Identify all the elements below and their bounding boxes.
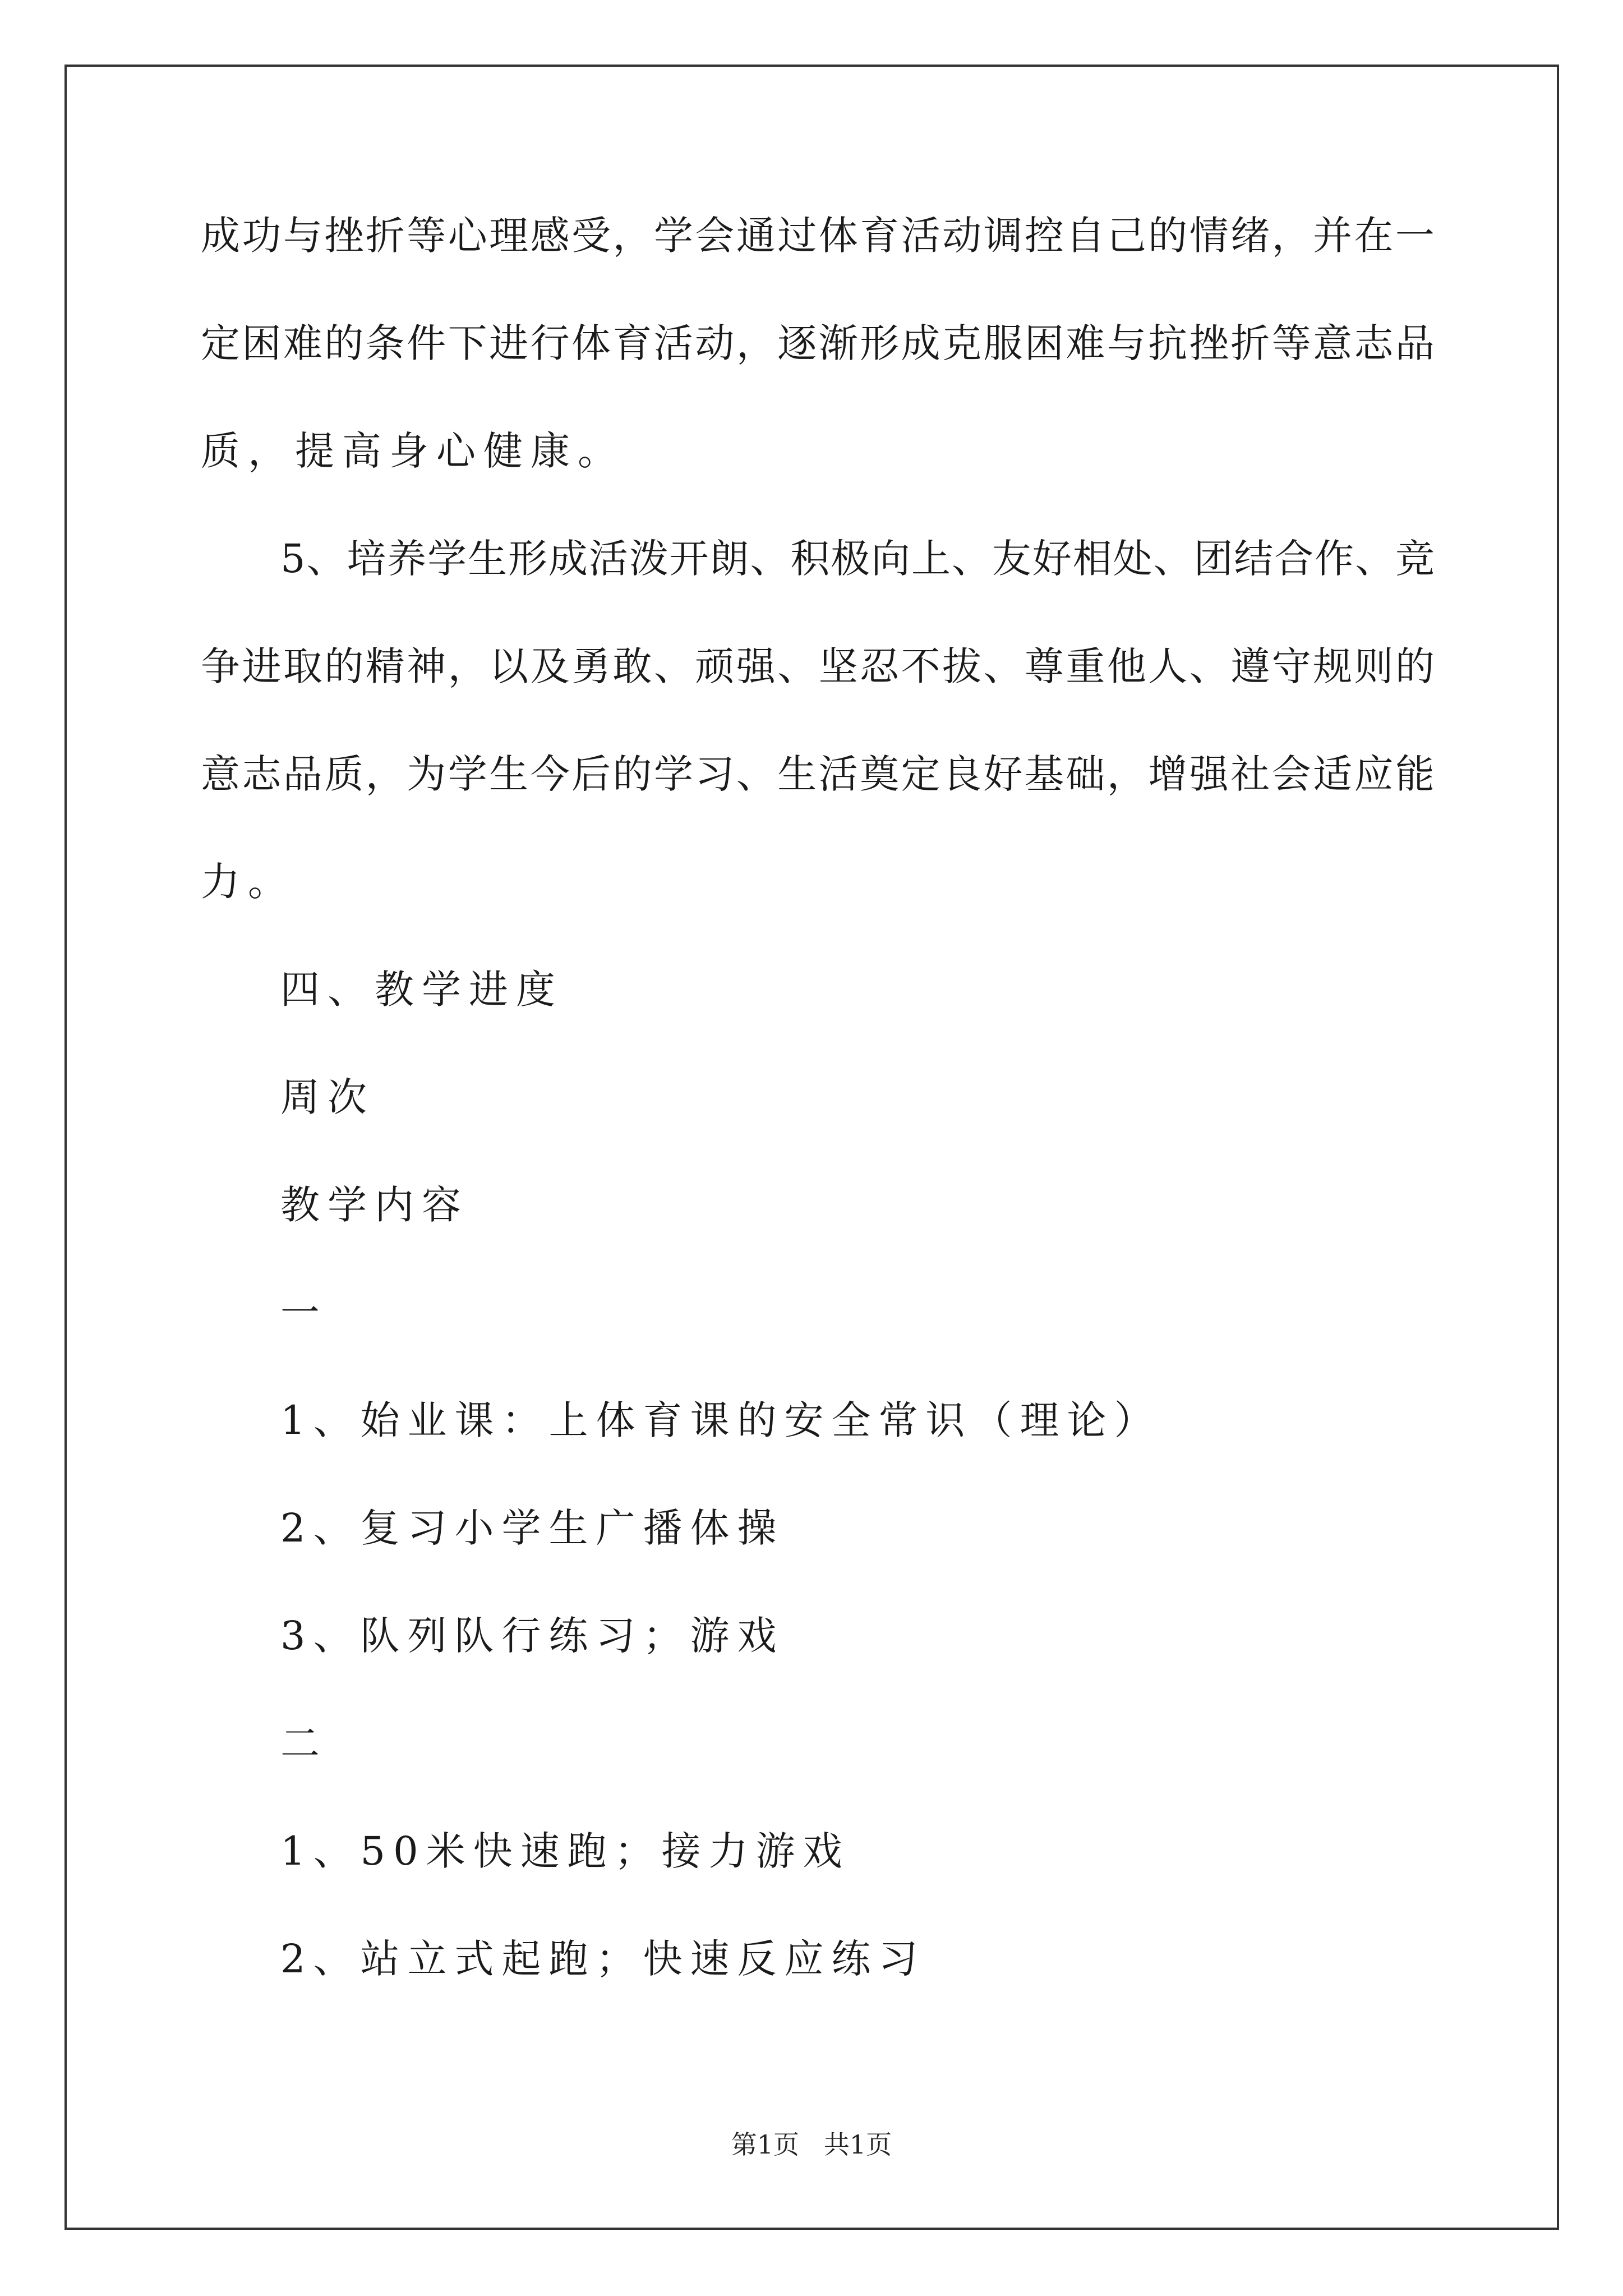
week-item: 2、复习小学生广播体操 <box>280 1505 785 1551</box>
paragraph-line: 力。 <box>201 859 295 905</box>
paragraph-line: 定困难的条件下进行体育活动，逐渐形成克服困难与抗挫折等意志品 <box>201 320 1435 366</box>
table-header-content: 教学内容 <box>280 1182 469 1228</box>
week-item: 1、50米快速跑；接力游戏 <box>280 1828 850 1874</box>
paragraph-line: 成功与挫折等心理感受，学会通过体育活动调控自己的情绪，并在一 <box>201 213 1435 259</box>
week-item: 3、队列队行练习；游戏 <box>280 1613 785 1659</box>
section-heading: 四、教学进度 <box>280 967 563 1013</box>
paragraph-line: 意志品质，为学生今后的学习、生活奠定良好基础，增强社会适应能 <box>201 751 1435 797</box>
week-label: 二 <box>280 1720 328 1766</box>
paragraph-line: 5、培养学生形成活泼开朗、积极向上、友好相处、团结合作、竞 <box>280 536 1435 582</box>
paragraph-line: 质，提高身心健康。 <box>201 428 625 474</box>
table-header-week: 周次 <box>280 1074 375 1120</box>
week-item: 1、始业课：上体育课的安全常识（理论） <box>280 1397 1161 1443</box>
week-item: 2、站立式起跑；快速反应练习 <box>280 1936 926 1982</box>
page-footer: 第1页 共1页 <box>731 2129 892 2160</box>
page-frame <box>64 65 1559 2230</box>
week-label: 一 <box>280 1290 328 1336</box>
paragraph-line: 争进取的精神，以及勇敢、顽强、坚忍不拔、尊重他人、遵守规则的 <box>201 643 1435 689</box>
